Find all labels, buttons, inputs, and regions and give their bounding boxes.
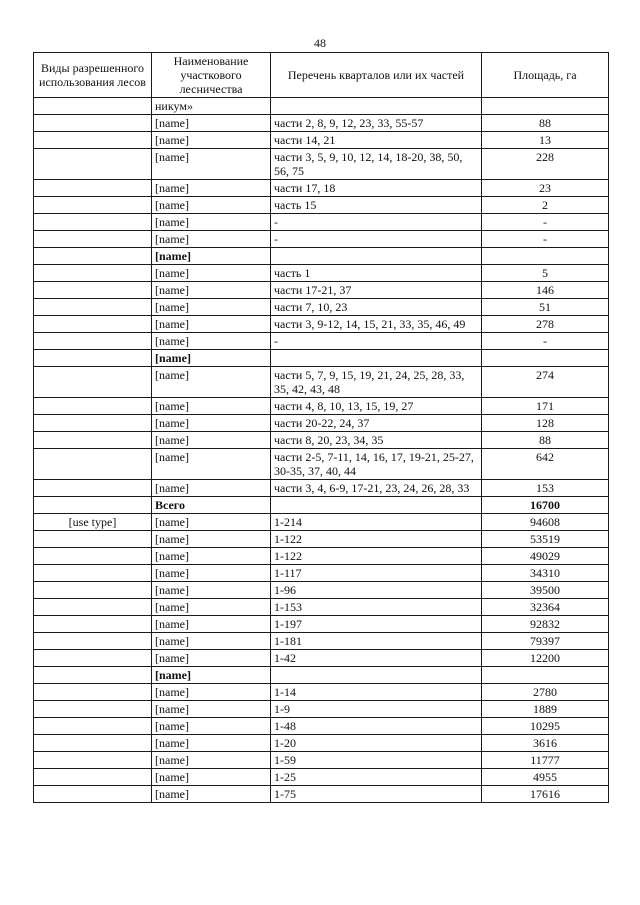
use-cell xyxy=(34,565,152,582)
use-cell: [use type] xyxy=(34,514,152,531)
name-cell: [name] xyxy=(152,432,271,449)
use-cell xyxy=(34,684,152,701)
area-cell: - xyxy=(482,333,609,350)
quarters-cell: части 8, 20, 23, 34, 35 xyxy=(271,432,482,449)
name-cell: [name] xyxy=(152,197,271,214)
table-row xyxy=(34,282,609,299)
name-cell: [name] xyxy=(152,333,271,350)
use-cell xyxy=(34,769,152,786)
name-cell: [name] xyxy=(152,633,271,650)
name-cell: [name] xyxy=(152,248,271,265)
table-row xyxy=(34,650,609,667)
area-cell: 642 xyxy=(482,449,609,480)
table-row xyxy=(34,548,609,565)
quarters-cell xyxy=(271,98,482,115)
use-cell xyxy=(34,667,152,684)
use-cell xyxy=(34,180,152,197)
quarters-cell: - xyxy=(271,333,482,350)
area-cell: 274 xyxy=(482,367,609,398)
quarters-cell: части 14, 21 xyxy=(271,132,482,149)
name-cell: [name] xyxy=(152,265,271,282)
table-row xyxy=(34,565,609,582)
quarters-cell: части 17-21, 37 xyxy=(271,282,482,299)
use-cell xyxy=(34,752,152,769)
quarters-cell: 1-9 xyxy=(271,701,482,718)
table-row xyxy=(34,333,609,350)
quarters-cell: 1-96 xyxy=(271,582,482,599)
table-row xyxy=(34,786,609,803)
use-cell xyxy=(34,449,152,480)
name-cell: [name] xyxy=(152,582,271,599)
name-cell: [name] xyxy=(152,149,271,180)
use-cell xyxy=(34,633,152,650)
use-cell xyxy=(34,599,152,616)
name-cell: [name] xyxy=(152,514,271,531)
quarters-cell: 1-197 xyxy=(271,616,482,633)
table-row xyxy=(34,299,609,316)
quarters-cell: 1-122 xyxy=(271,531,482,548)
quarters-cell: - xyxy=(271,214,482,231)
table-row xyxy=(34,367,609,398)
name-cell: [name] xyxy=(152,616,271,633)
quarters-cell: 1-59 xyxy=(271,752,482,769)
area-cell: 39500 xyxy=(482,582,609,599)
area-cell: 88 xyxy=(482,432,609,449)
name-cell: [name] xyxy=(152,415,271,432)
name-cell: [name] xyxy=(152,480,271,497)
page-number: 48 xyxy=(314,36,326,50)
area-cell: 2 xyxy=(482,197,609,214)
forest-use-table xyxy=(33,52,609,803)
area-cell xyxy=(482,98,609,115)
quarters-cell: 1-153 xyxy=(271,599,482,616)
area-cell: 34310 xyxy=(482,565,609,582)
section-row xyxy=(34,667,609,684)
area-cell: 79397 xyxy=(482,633,609,650)
table-row xyxy=(34,197,609,214)
use-cell xyxy=(34,333,152,350)
area-cell: 228 xyxy=(482,149,609,180)
use-cell xyxy=(34,316,152,333)
use-cell xyxy=(34,531,152,548)
name-cell: Всего xyxy=(152,497,271,514)
area-cell: 11777 xyxy=(482,752,609,769)
area-cell: 88 xyxy=(482,115,609,132)
area-cell: - xyxy=(482,231,609,248)
use-cell xyxy=(34,265,152,282)
area-cell: 3616 xyxy=(482,735,609,752)
area-cell: 146 xyxy=(482,282,609,299)
name-cell: [name] xyxy=(152,299,271,316)
table-row xyxy=(34,115,609,132)
quarters-cell: части 2-5, 7-11, 14, 16, 17, 19-21, 25-27, 30-35, 37, 40, 44 xyxy=(271,449,482,480)
table-row xyxy=(34,735,609,752)
area-cell: 51 xyxy=(482,299,609,316)
area-cell xyxy=(482,248,609,265)
area-cell: 1889 xyxy=(482,701,609,718)
quarters-cell xyxy=(271,350,482,367)
quarters-cell: части 4, 8, 10, 13, 15, 19, 27 xyxy=(271,398,482,415)
table-row xyxy=(34,582,609,599)
area-cell: 23 xyxy=(482,180,609,197)
use-cell xyxy=(34,786,152,803)
table-row xyxy=(34,531,609,548)
area-cell: 17616 xyxy=(482,786,609,803)
name-cell: [name] xyxy=(152,565,271,582)
use-cell xyxy=(34,735,152,752)
name-cell: [name] xyxy=(152,667,271,684)
table-row xyxy=(34,718,609,735)
area-cell: 278 xyxy=(482,316,609,333)
quarters-cell: - xyxy=(271,231,482,248)
header-use: Виды разрешенного использования лесов xyxy=(34,53,152,98)
area-cell: 5 xyxy=(482,265,609,282)
use-cell xyxy=(34,650,152,667)
use-cell xyxy=(34,582,152,599)
table-row xyxy=(34,398,609,415)
name-cell: [name] xyxy=(152,701,271,718)
use-cell xyxy=(34,701,152,718)
quarters-cell: 1-117 xyxy=(271,565,482,582)
table-row xyxy=(34,633,609,650)
table-row xyxy=(34,599,609,616)
area-cell xyxy=(482,667,609,684)
table-row xyxy=(34,432,609,449)
use-cell xyxy=(34,480,152,497)
name-cell: [name] xyxy=(152,180,271,197)
name-cell: [name] xyxy=(152,718,271,735)
table-row xyxy=(34,684,609,701)
area-cell: 16700 xyxy=(482,497,609,514)
table-row xyxy=(34,265,609,282)
name-cell: [name] xyxy=(152,735,271,752)
quarters-cell: часть 1 xyxy=(271,265,482,282)
name-cell: [name] xyxy=(152,367,271,398)
table-row xyxy=(34,98,609,115)
use-cell xyxy=(34,197,152,214)
use-cell xyxy=(34,548,152,565)
area-cell: 171 xyxy=(482,398,609,415)
table-body xyxy=(34,98,609,803)
quarters-cell xyxy=(271,248,482,265)
table-row xyxy=(34,180,609,197)
table-header-row xyxy=(34,53,609,98)
section-row xyxy=(34,248,609,265)
quarters-cell: 1-14 xyxy=(271,684,482,701)
area-cell: 94608 xyxy=(482,514,609,531)
name-cell: [name] xyxy=(152,531,271,548)
name-cell: [name] xyxy=(152,398,271,415)
table-row xyxy=(34,616,609,633)
name-cell: [name] xyxy=(152,449,271,480)
use-cell xyxy=(34,98,152,115)
quarters-cell: 1-42 xyxy=(271,650,482,667)
table-row xyxy=(34,231,609,248)
name-cell: [name] xyxy=(152,132,271,149)
quarters-cell: 1-25 xyxy=(271,769,482,786)
total-row xyxy=(34,497,609,514)
table-row xyxy=(34,415,609,432)
use-cell xyxy=(34,718,152,735)
area-cell: 2780 xyxy=(482,684,609,701)
use-cell xyxy=(34,299,152,316)
quarters-cell: части 5, 7, 9, 15, 19, 21, 24, 25, 28, 33, 35, 42, 43, 48 xyxy=(271,367,482,398)
name-cell: [name] xyxy=(152,599,271,616)
use-cell xyxy=(34,497,152,514)
use-cell xyxy=(34,398,152,415)
quarters-cell: 1-48 xyxy=(271,718,482,735)
name-cell: никум» xyxy=(152,98,271,115)
name-cell: [name] xyxy=(152,214,271,231)
quarters-cell: части 3, 9-12, 14, 15, 21, 33, 35, 46, 49 xyxy=(271,316,482,333)
area-cell: 13 xyxy=(482,132,609,149)
name-cell: [name] xyxy=(152,769,271,786)
table-row xyxy=(34,214,609,231)
quarters-cell: части 3, 4, 6-9, 17-21, 23, 24, 26, 28, 33 xyxy=(271,480,482,497)
table-row xyxy=(34,514,609,531)
area-cell: 10295 xyxy=(482,718,609,735)
quarters-cell: части 20-22, 24, 37 xyxy=(271,415,482,432)
name-cell: [name] xyxy=(152,231,271,248)
table-row xyxy=(34,701,609,718)
use-cell xyxy=(34,432,152,449)
table-row xyxy=(34,449,609,480)
use-cell xyxy=(34,231,152,248)
header-name: Наименование участкового лесничества xyxy=(152,53,271,98)
area-cell: 128 xyxy=(482,415,609,432)
header-area: Площадь, га xyxy=(482,53,609,98)
table-row xyxy=(34,769,609,786)
header-quarters: Перечень кварталов или их частей xyxy=(271,53,482,98)
name-cell: [name] xyxy=(152,115,271,132)
use-cell xyxy=(34,415,152,432)
table-row xyxy=(34,752,609,769)
quarters-cell: 1-214 xyxy=(271,514,482,531)
use-cell xyxy=(34,132,152,149)
quarters-cell: части 17, 18 xyxy=(271,180,482,197)
quarters-cell: часть 15 xyxy=(271,197,482,214)
use-cell xyxy=(34,214,152,231)
area-cell: 53519 xyxy=(482,531,609,548)
area-cell: 49029 xyxy=(482,548,609,565)
quarters-cell: 1-181 xyxy=(271,633,482,650)
area-cell: 92832 xyxy=(482,616,609,633)
area-cell: - xyxy=(482,214,609,231)
table-row xyxy=(34,480,609,497)
table-row xyxy=(34,132,609,149)
quarters-cell: части 7, 10, 23 xyxy=(271,299,482,316)
use-cell xyxy=(34,149,152,180)
name-cell: [name] xyxy=(152,786,271,803)
quarters-cell: части 2, 8, 9, 12, 23, 33, 55-57 xyxy=(271,115,482,132)
name-cell: [name] xyxy=(152,752,271,769)
name-cell: [name] xyxy=(152,548,271,565)
quarters-cell: части 3, 5, 9, 10, 12, 14, 18-20, 38, 50, 56, 75 xyxy=(271,149,482,180)
quarters-cell xyxy=(271,667,482,684)
use-cell xyxy=(34,248,152,265)
table-row xyxy=(34,316,609,333)
name-cell: [name] xyxy=(152,282,271,299)
use-cell xyxy=(34,350,152,367)
use-cell xyxy=(34,616,152,633)
area-cell: 4955 xyxy=(482,769,609,786)
quarters-cell: 1-75 xyxy=(271,786,482,803)
section-row xyxy=(34,350,609,367)
name-cell: [name] xyxy=(152,350,271,367)
area-cell: 12200 xyxy=(482,650,609,667)
area-cell: 32364 xyxy=(482,599,609,616)
area-cell: 153 xyxy=(482,480,609,497)
quarters-cell: 1-122 xyxy=(271,548,482,565)
use-cell xyxy=(34,367,152,398)
name-cell: [name] xyxy=(152,650,271,667)
table-row xyxy=(34,149,609,180)
quarters-cell: 1-20 xyxy=(271,735,482,752)
name-cell: [name] xyxy=(152,316,271,333)
use-cell xyxy=(34,115,152,132)
name-cell: [name] xyxy=(152,684,271,701)
quarters-cell xyxy=(271,497,482,514)
use-cell xyxy=(34,282,152,299)
area-cell xyxy=(482,350,609,367)
